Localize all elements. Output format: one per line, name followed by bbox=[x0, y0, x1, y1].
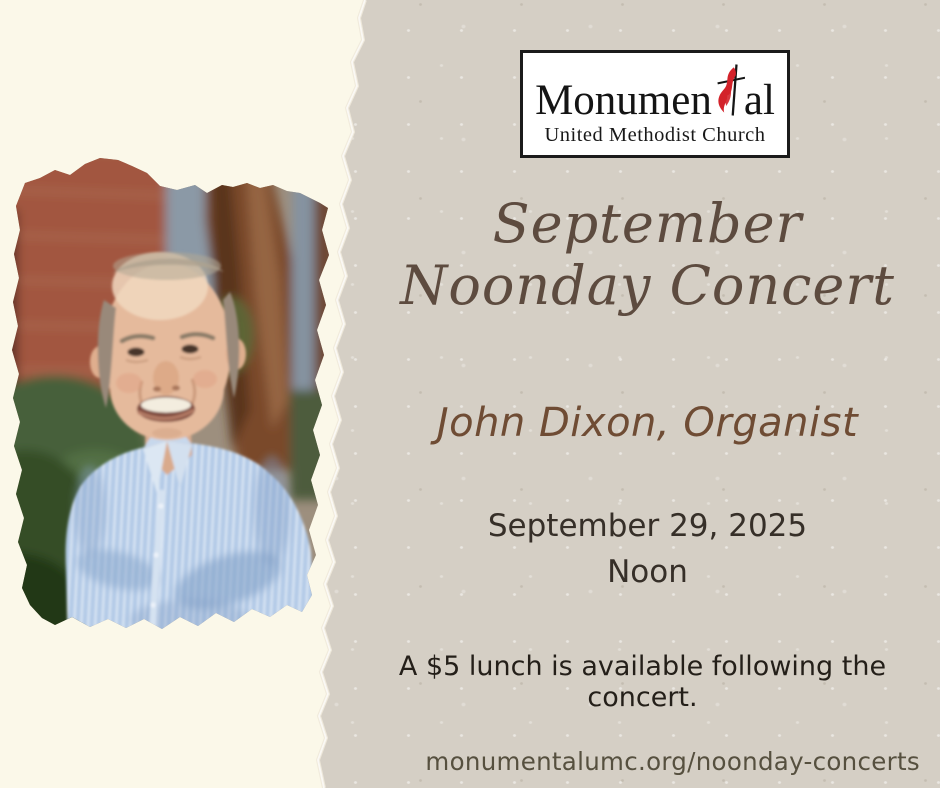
concert-title bbox=[355, 193, 940, 317]
performer-name: John Dixon, Organist bbox=[436, 400, 859, 446]
concert-title-line2: Noonday Concert bbox=[400, 254, 895, 317]
event-time: Noon bbox=[607, 554, 688, 590]
church-logo bbox=[520, 50, 790, 158]
logo-text-post: al bbox=[743, 76, 775, 124]
lunch-note: A $5 lunch is available following the concert. bbox=[398, 651, 887, 713]
eye bbox=[128, 348, 145, 357]
performer-photo bbox=[0, 150, 345, 650]
event-date: September 29, 2025 bbox=[487, 508, 808, 544]
concert-title-line1: September bbox=[492, 192, 803, 255]
logo-text-pre: Monumen bbox=[535, 76, 712, 124]
cross-and-flame-icon bbox=[711, 62, 745, 118]
logo-subtitle: United Methodist Church bbox=[544, 123, 766, 146]
eye bbox=[182, 345, 199, 354]
website-url: monumentalumc.org/noonday-concerts bbox=[425, 747, 920, 776]
logo-wordmark bbox=[535, 62, 775, 123]
event-schedule bbox=[355, 503, 940, 595]
